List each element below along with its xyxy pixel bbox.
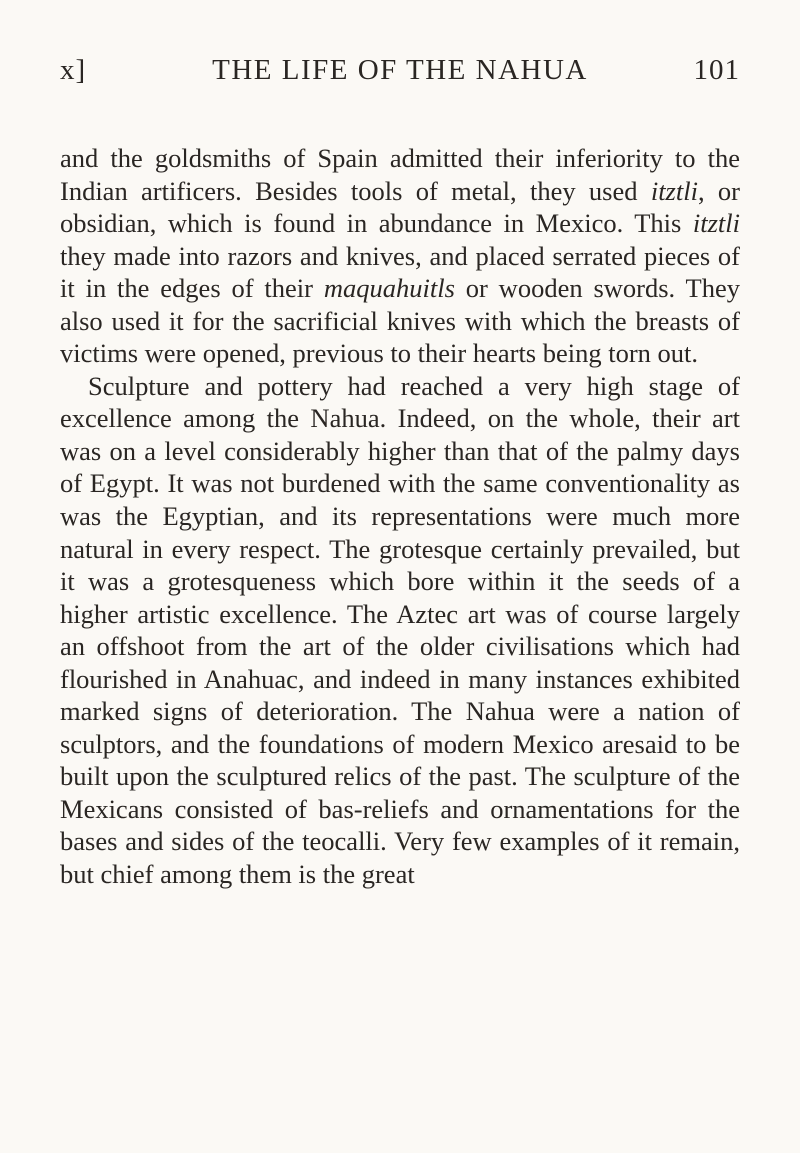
paragraph-2: [60, 370, 740, 891]
running-title: THE LIFE OF THE NAHUA: [212, 54, 588, 86]
book-page: [60, 50, 740, 891]
page-number: 101: [693, 54, 740, 86]
text-run: or wooden swords. They also used it for the sacrificial knives with which the breasts of victims were opened, previous to their hearts being torn out.: [60, 273, 740, 369]
italic-term: itztli: [692, 208, 740, 239]
text-run: Sculpture and pottery had reached a very high stage of excellence among the Nahua. Indeed, on the whole, their art was on a level considerably higher than that of the palmy days of Egypt. It was not burdened with the same conventionality as was the Egyptian, and its representations were much more natural in every respect. The grotesque certainly prevailed, but it was a grotesqueness which bore within it the seeds of a higher artistic excellence. The Aztec art was of course largely an offshoot from the art of the older civilisations which had flourished in Anahuac, and indeed in many instances exhibited marked signs of deterioration. The Nahua were a nation of sculptors, and the foundations of modern Mexico aresaid to be built upon the sculptured relics of the past. The sculpture of the Mexicans consisted of bas-reliefs and ornamentations for the bases and sides of the teocalli. Very few examples of it remain, but chief among them is the great: [60, 370, 740, 890]
chapter-number: x]: [60, 54, 87, 86]
italic-term: itztli: [650, 175, 698, 206]
text-run: and the goldsmiths of Spain admitted their inferiority to the Indian artificers. Besides tools of metal, they used: [60, 143, 740, 206]
text-run: , or obsidian, which is found in abundance in Mexico. This: [60, 175, 740, 239]
italic-term: maquahuitls: [323, 273, 455, 304]
body-text: [60, 142, 740, 891]
running-head: [60, 50, 740, 90]
text-run: they made into razors and knives, and placed serrated pieces of it in the edges of their: [60, 240, 740, 304]
paragraph-1: [60, 142, 740, 370]
